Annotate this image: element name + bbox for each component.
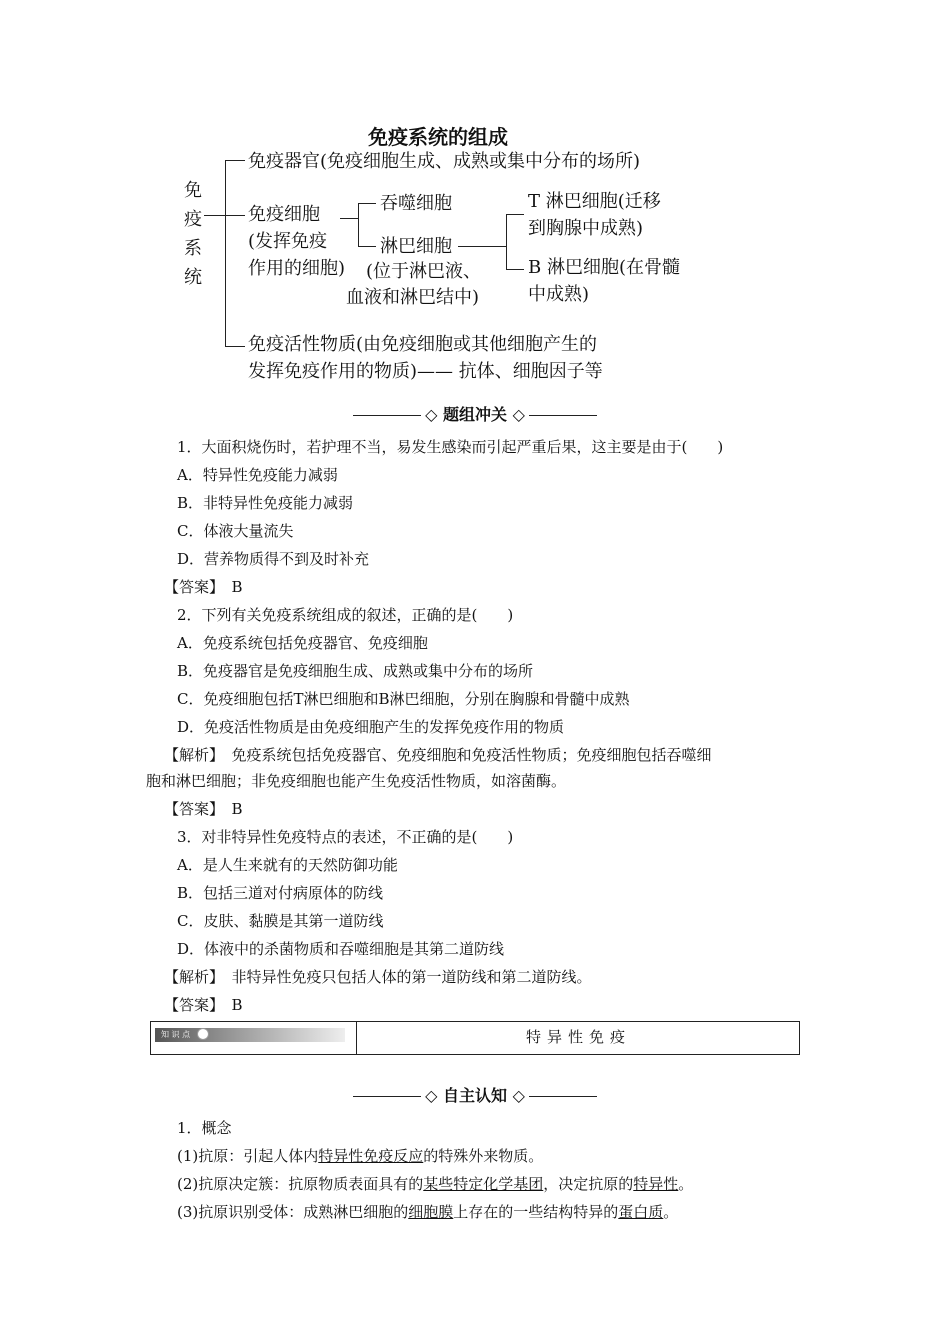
connector (458, 246, 506, 247)
diagram-title: 免疫系统的组成 (368, 125, 508, 149)
connector (204, 215, 225, 216)
active-substance-label-1: 免疫活性物质(由免疫细胞或其他细胞产生的 (248, 334, 598, 355)
root-char: 统 (184, 267, 202, 288)
option: D．营养物质得不到及时补充 (177, 550, 370, 568)
blank-answer: 蛋白质 (618, 1203, 664, 1221)
section-title: 自主认知 (442, 1086, 507, 1105)
question-stem: 2．下列有关免疫系统组成的叙述，正确的是( ) (177, 606, 514, 624)
concept-line: (1)抗原：引起人体内特异性免疫反应的特殊外来物质。 (177, 1147, 544, 1165)
option: C．皮肤、黏膜是其第一道防线 (177, 912, 384, 930)
connector (340, 218, 358, 219)
root-label (184, 176, 208, 292)
connector (225, 160, 245, 161)
option: C．体液大量流失 (177, 522, 294, 540)
connector (506, 214, 524, 215)
option: D．免疫活性物质是由免疫细胞产生的发挥免疫作用的物质 (177, 718, 565, 736)
connector (225, 160, 226, 347)
analysis-cont: 胞和淋巴细胞；非免疫细胞也能产生免疫活性物质，如溶菌酶。 (146, 772, 567, 790)
connector (358, 203, 359, 247)
root-char: 免 (184, 180, 202, 201)
blank-answer: 细胞膜 (408, 1203, 454, 1221)
root-char: 系 (184, 238, 202, 259)
option: B．非特异性免疫能力减弱 (177, 494, 354, 512)
bcell-label-1: B 淋巴细胞(在骨髓 (528, 257, 680, 278)
lymph-label-2: (位于淋巴液、 (366, 261, 482, 282)
connector (358, 203, 376, 204)
connector (358, 246, 376, 247)
option: C．免疫细胞包括T淋巴细胞和B淋巴细胞，分别在胸腺和骨髓中成熟 (177, 690, 630, 708)
organs-label: 免疫器官(免疫细胞生成、成熟或集中分布的场所) (248, 151, 641, 172)
answer: 【答案】 B (164, 800, 243, 818)
bcell-label-2: 中成熟) (528, 284, 590, 305)
cells-label-2: (发挥免疫 (248, 231, 328, 252)
answer: 【答案】 B (164, 578, 243, 596)
lymph-label-3: 血液和淋巴结中) (346, 287, 480, 308)
analysis: 【解析】 非特异性免疫只包括人体的第一道防线和第二道防线。 (164, 968, 592, 986)
answer: 【答案】 B (164, 996, 243, 1014)
connector (506, 214, 507, 270)
question-stem: 1．大面积烧伤时，若护理不当，易发生感染而引起严重后果，这主要是由于( ) (177, 438, 724, 456)
lymph-label-1: 淋巴细胞 (380, 236, 452, 257)
concept-line: (3)抗原识别受体：成熟淋巴细胞的细胞膜上存在的一些结构特异的蛋白质。 (177, 1203, 679, 1221)
connector (225, 215, 245, 216)
option: A．免疫系统包括免疫器官、免疫细胞 (177, 634, 428, 652)
phagocyte-label: 吞噬细胞 (380, 193, 452, 214)
concept-heading: 1．概念 (177, 1119, 232, 1137)
blank-answer: 特异性免疫反应 (318, 1147, 424, 1165)
connector (506, 269, 524, 270)
option: A．是人生来就有的天然防御功能 (177, 856, 398, 874)
circle-icon (197, 1028, 209, 1040)
option: A．特异性免疫能力减弱 (177, 466, 338, 484)
option: B．包括三道对付病原体的防线 (177, 884, 384, 902)
concept-line: (2)抗原决定簇：抗原物质表面具有的某些特定化学基团，决定抗原的特异性。 (177, 1175, 694, 1193)
section-heading-self-study: ◇ 自主认知 ◇ (0, 1083, 950, 1106)
question-stem: 3．对非特异性免疫特点的表述，不正确的是( ) (177, 828, 514, 846)
section-title: 题组冲关 (442, 405, 507, 424)
knowledge-point-tag-cell (151, 1022, 357, 1054)
section-heading-practice: ◇ 题组冲关 ◇ (0, 402, 950, 425)
tcell-label-1: T 淋巴细胞(迁移 (528, 191, 661, 212)
cells-label-1: 免疫细胞 (248, 204, 320, 225)
option: B．免疫器官是免疫细胞生成、成熟或集中分布的场所 (177, 662, 534, 680)
cells-label-3: 作用的细胞) (248, 258, 346, 279)
blank-answer: 特异性 (633, 1175, 679, 1193)
knowledge-point-tag: 知 识 点 (155, 1028, 345, 1042)
option: D．体液中的杀菌物质和吞噬细胞是其第二道防线 (177, 940, 505, 958)
active-substance-label-2: 发挥免疫作用的物质)—— 抗体、细胞因子等 (248, 361, 603, 382)
analysis: 【解析】 免疫系统包括免疫器官、免疫细胞和免疫活性物质；免疫细胞包括吞噬细 (164, 746, 712, 764)
tcell-label-2: 到胸腺中成熟) (528, 218, 644, 239)
root-char: 疫 (184, 209, 202, 230)
knowledge-point-box (150, 1021, 800, 1055)
connector (225, 346, 245, 347)
blank-answer: 某些特定化学基团 (423, 1175, 544, 1193)
knowledge-point-title: 特异性免疫 (525, 1028, 631, 1046)
